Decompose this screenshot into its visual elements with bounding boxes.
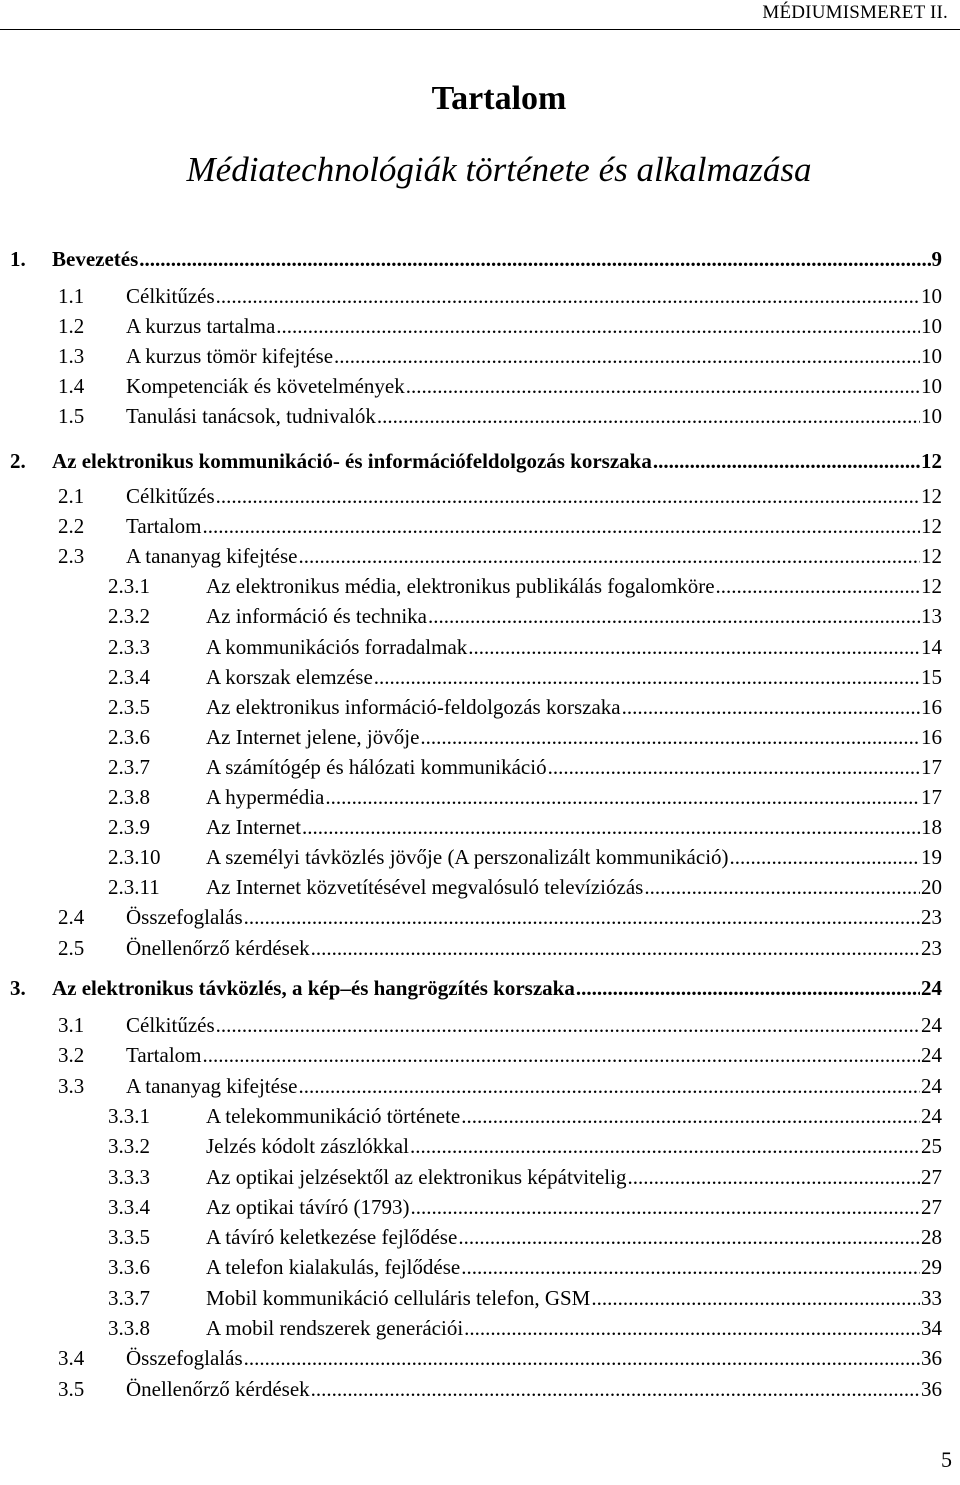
toc-entry[interactable] <box>0 1253 942 1281</box>
toc-dot-leader <box>276 312 920 340</box>
toc-dot-leader <box>716 572 920 600</box>
toc-entry-number: 3.3.3 <box>108 1164 150 1189</box>
toc-dot-leader <box>203 512 921 540</box>
toc-dot-leader <box>410 1132 920 1160</box>
toc-entry-number: 1.3 <box>58 344 85 368</box>
toc-entry-page: 10 <box>921 344 942 368</box>
toc-entry-title: Az elektronikus távközlés, a kép–és hangrögzítés korszaka <box>52 976 575 1000</box>
running-header: MÉDIUMISMERET II. <box>762 2 948 23</box>
toc-entry-number: 2.3.1 <box>108 574 150 599</box>
toc-entry-number: 2.5 <box>58 935 85 960</box>
toc-entry-title: Tartalom <box>126 1043 202 1068</box>
toc-entry-title: A személyi távközlés jövője (A perszonalizált kommunikáció) <box>206 845 729 870</box>
toc-entry-title: Kompetenciák és követelmények <box>126 374 405 398</box>
toc-entry-page: 14 <box>921 634 942 659</box>
toc-entry[interactable] <box>0 312 942 340</box>
toc-dot-leader <box>591 1284 920 1312</box>
toc-entry-page: 10 <box>921 374 942 398</box>
toc-entry-number: 2.3.8 <box>108 785 150 809</box>
toc-entry-title: Tartalom <box>126 514 202 539</box>
toc-entry[interactable] <box>0 482 942 510</box>
toc-dot-leader <box>311 1375 920 1403</box>
toc-entry-page: 19 <box>921 845 942 870</box>
toc-entry-title: A tananyag kifejtése <box>126 1073 298 1098</box>
toc-entry-number: 2.3.7 <box>108 754 150 779</box>
toc-entry-title: A számítógép és hálózati kommunikáció <box>206 754 547 779</box>
toc-entry[interactable] <box>0 693 942 721</box>
toc-entry-number: 3.3.6 <box>108 1255 150 1280</box>
toc-dot-leader <box>311 934 920 962</box>
toc-entry-page: 34 <box>921 1316 942 1340</box>
toc-entry-title: Célkitűzés <box>126 284 215 308</box>
toc-dot-leader <box>298 1072 920 1100</box>
toc-entry[interactable] <box>0 843 942 871</box>
toc-entry-title: Jelzés kódolt zászlókkal <box>206 1134 409 1159</box>
toc-entry-title: Az elektronikus információ-feldolgozás korszaka <box>206 694 621 719</box>
toc-entry[interactable] <box>0 903 942 931</box>
toc-entry[interactable] <box>0 372 942 400</box>
toc-entry-page: 23 <box>921 935 942 960</box>
toc-entry-title: A mobil rendszerek generációi <box>206 1316 464 1340</box>
toc-entry-page: 24 <box>921 1043 942 1068</box>
toc-entry[interactable] <box>0 663 942 691</box>
toc-entry-title: Önellenőrző kérdések <box>126 935 310 960</box>
toc-entry-title: A kurzus tartalma <box>126 314 276 338</box>
toc-entry-page: 23 <box>921 905 942 930</box>
toc-entry-page: 13 <box>921 604 942 629</box>
toc-entry-title: A telefon kialakulás, fejlődése <box>206 1255 461 1280</box>
toc-entry[interactable] <box>0 1375 942 1403</box>
toc-entry-number: 2.3.6 <box>108 724 150 749</box>
toc-entry-title: A telekommunikáció története <box>206 1103 461 1128</box>
toc-entry[interactable] <box>0 1193 942 1221</box>
toc-dot-leader <box>216 482 920 510</box>
toc-entry-number: 2.1 <box>58 484 85 508</box>
toc-entry[interactable] <box>0 1163 942 1191</box>
toc-entry-page: 18 <box>921 815 942 840</box>
toc-entry[interactable] <box>0 342 942 370</box>
toc-entry-number: 3.3.5 <box>108 1225 150 1250</box>
toc-dot-leader <box>302 813 920 841</box>
toc-entry-page: 10 <box>921 314 942 338</box>
toc-dot-leader <box>420 723 920 751</box>
toc-entry[interactable] <box>0 1102 942 1130</box>
toc-entry[interactable] <box>0 447 942 475</box>
toc-entry-number: 2.3.3 <box>108 634 150 659</box>
toc-entry-title: Az Internet jelene, jövője <box>206 724 420 749</box>
toc-entry-title: A hypermédia <box>206 785 325 809</box>
toc-entry-title: Az Internet <box>206 815 302 840</box>
toc-entry-number: 3.3.4 <box>108 1194 150 1219</box>
toc-entry-page: 12 <box>921 514 942 539</box>
page-title: Tartalom <box>431 80 567 117</box>
toc-entry-page: 17 <box>921 754 942 779</box>
toc-entry-number: 3.2 <box>58 1043 85 1068</box>
toc-entry-number: 2. <box>10 449 26 473</box>
toc-entry-number: 2.3.4 <box>108 664 150 689</box>
toc-dot-leader <box>461 1253 920 1281</box>
toc-entry-number: 3.3.8 <box>108 1316 150 1340</box>
toc-dot-leader <box>139 245 930 273</box>
toc-entry-title: Az optikai jelzésektől az elektronikus képátvitelig <box>206 1164 627 1189</box>
toc-entry-title: Tanulási tanácsok, tudnivalók <box>126 404 376 428</box>
toc-entry-page: 9 <box>931 247 942 271</box>
toc-entry-page: 12 <box>921 574 942 599</box>
toc-dot-leader <box>216 1011 920 1039</box>
toc-entry-page: 20 <box>921 875 942 900</box>
toc-entry-title: Összefoglalás <box>126 905 243 930</box>
toc-entry-page: 36 <box>921 1376 942 1401</box>
toc-dot-leader <box>377 402 920 430</box>
toc-entry-page: 24 <box>921 976 942 1000</box>
toc-entry-title: A kurzus tömör kifejtése <box>126 344 334 368</box>
toc-entry[interactable] <box>0 1011 942 1039</box>
toc-entry[interactable] <box>0 1132 942 1160</box>
toc-entry-page: 27 <box>921 1194 942 1219</box>
toc-dot-leader <box>203 1041 921 1069</box>
toc-dot-leader <box>464 1314 920 1342</box>
toc-entry[interactable] <box>0 1344 942 1372</box>
toc-dot-leader <box>644 873 920 901</box>
toc-entry-number: 2.3 <box>58 544 85 569</box>
toc-entry-page: 24 <box>921 1013 942 1037</box>
toc-dot-leader <box>406 372 920 400</box>
toc-entry-number: 2.4 <box>58 905 85 930</box>
toc-entry-page: 10 <box>921 284 942 308</box>
toc-entry-number: 1.2 <box>58 314 85 338</box>
toc-entry-number: 3.3.2 <box>108 1134 150 1159</box>
toc-dot-leader <box>458 1223 920 1251</box>
toc-dot-leader <box>411 1193 920 1221</box>
toc-dot-leader <box>374 663 920 691</box>
toc-entry[interactable] <box>0 1223 942 1251</box>
toc-entry-number: 3.5 <box>58 1376 85 1401</box>
toc-entry-title: A korszak elemzése <box>206 664 373 689</box>
toc-entry-page: 16 <box>921 724 942 749</box>
toc-entry-title: Az optikai távíró (1793) <box>206 1194 410 1219</box>
toc-entry-number: 1.5 <box>58 404 85 428</box>
toc-entry-number: 2.3.11 <box>108 875 160 900</box>
toc-entry-page: 24 <box>921 1103 942 1128</box>
toc-entry[interactable] <box>0 934 942 962</box>
toc-entry-number: 3.4 <box>58 1346 85 1371</box>
toc-entry-title: Célkitűzés <box>126 1013 215 1037</box>
toc-entry[interactable] <box>0 602 942 630</box>
toc-dot-leader <box>325 783 920 811</box>
toc-dot-leader <box>428 602 920 630</box>
toc-dot-leader <box>627 1163 920 1191</box>
toc-entry-page: 12 <box>921 449 942 473</box>
toc-entry-number: 3.3.7 <box>108 1285 150 1310</box>
toc-entry[interactable] <box>0 402 942 430</box>
toc-entry[interactable] <box>0 633 942 661</box>
toc-entry-title: Az információ és technika <box>206 604 427 629</box>
toc-dot-leader <box>216 282 920 310</box>
toc-entry-number: 1.1 <box>58 284 85 308</box>
toc-entry-number: 3. <box>10 976 26 1000</box>
toc-dot-leader <box>244 1344 920 1372</box>
toc-entry[interactable] <box>0 753 942 781</box>
toc-dot-leader <box>461 1102 920 1130</box>
toc-entry-title: A kommunikációs forradalmak <box>206 634 468 659</box>
toc-entry-number: 1.4 <box>58 374 85 398</box>
toc-entry-number: 3.3.1 <box>108 1103 150 1128</box>
toc-entry-number: 2.3.9 <box>108 815 150 840</box>
toc-entry[interactable] <box>0 1041 942 1069</box>
toc-entry[interactable] <box>0 1284 942 1312</box>
toc-dot-leader <box>653 447 920 475</box>
toc-entry-title: Célkitűzés <box>126 484 215 508</box>
toc-entry-page: 25 <box>921 1134 942 1159</box>
toc-entry-page: 24 <box>921 1073 942 1098</box>
toc-entry[interactable] <box>0 1314 942 1342</box>
toc-entry-page: 28 <box>921 1225 942 1250</box>
toc-dot-leader <box>298 542 920 570</box>
toc-entry-page: 15 <box>921 664 942 689</box>
toc-entry-title: A távíró keletkezése fejlődése <box>206 1225 458 1250</box>
toc-entry[interactable] <box>0 783 942 811</box>
page-subtitle: Médiatechnológiák története és alkalmazása <box>186 150 812 189</box>
toc-entry-number: 2.3.5 <box>108 694 150 719</box>
toc-entry-title: Bevezetés <box>52 247 139 271</box>
toc-entry-number: 1. <box>10 247 26 271</box>
toc-entry-page: 27 <box>921 1164 942 1189</box>
toc-entry[interactable] <box>0 974 942 1002</box>
toc-entry-page: 16 <box>921 694 942 719</box>
toc-entry-title: A tananyag kifejtése <box>126 544 298 569</box>
toc-entry-page: 10 <box>921 404 942 428</box>
toc-dot-leader <box>468 633 920 661</box>
toc-entry[interactable] <box>0 572 942 600</box>
toc-entry-page: 12 <box>921 544 942 569</box>
toc-entry-page: 29 <box>921 1255 942 1280</box>
toc-dot-leader <box>730 843 920 871</box>
toc-dot-leader <box>576 974 920 1002</box>
header-rule <box>0 29 960 30</box>
toc-entry-title: Az elektronikus kommunikáció- és információfeldolgozás korszaka <box>52 449 652 473</box>
toc-entry-page: 17 <box>921 785 942 809</box>
toc-dot-leader <box>548 753 920 781</box>
toc-entry-number: 2.2 <box>58 514 85 539</box>
toc-entry[interactable] <box>0 542 942 570</box>
toc-entry[interactable] <box>0 873 942 901</box>
toc-dot-leader <box>244 903 920 931</box>
toc-entry-title: Mobil kommunikáció celluláris telefon, GSM <box>206 1285 591 1310</box>
toc-entry-title: Az elektronikus média, elektronikus publikálás fogalomköre <box>206 574 715 599</box>
toc-entry-number: 2.3.10 <box>108 845 161 870</box>
toc-entry-page: 36 <box>921 1346 942 1371</box>
toc-entry-number: 3.3 <box>58 1073 85 1098</box>
toc-entry[interactable] <box>0 813 942 841</box>
toc-dot-leader <box>334 342 920 370</box>
toc-dot-leader <box>622 693 920 721</box>
toc-entry[interactable] <box>0 282 942 310</box>
toc-entry[interactable] <box>0 1072 942 1100</box>
toc-entry-page: 12 <box>921 484 942 508</box>
toc-entry-page: 33 <box>921 1285 942 1310</box>
toc-entry-number: 3.1 <box>58 1013 85 1037</box>
toc-entry-title: Önellenőrző kérdések <box>126 1376 310 1401</box>
toc-entry-number: 2.3.2 <box>108 604 150 629</box>
toc-entry[interactable] <box>0 723 942 751</box>
toc-entry-title: Az Internet közvetítésével megvalósuló televíziózás <box>206 875 644 900</box>
toc-entry[interactable] <box>0 245 942 273</box>
page-number: 5 <box>941 1447 952 1472</box>
toc-entry[interactable] <box>0 512 942 540</box>
toc-entry-title: Összefoglalás <box>126 1346 243 1371</box>
